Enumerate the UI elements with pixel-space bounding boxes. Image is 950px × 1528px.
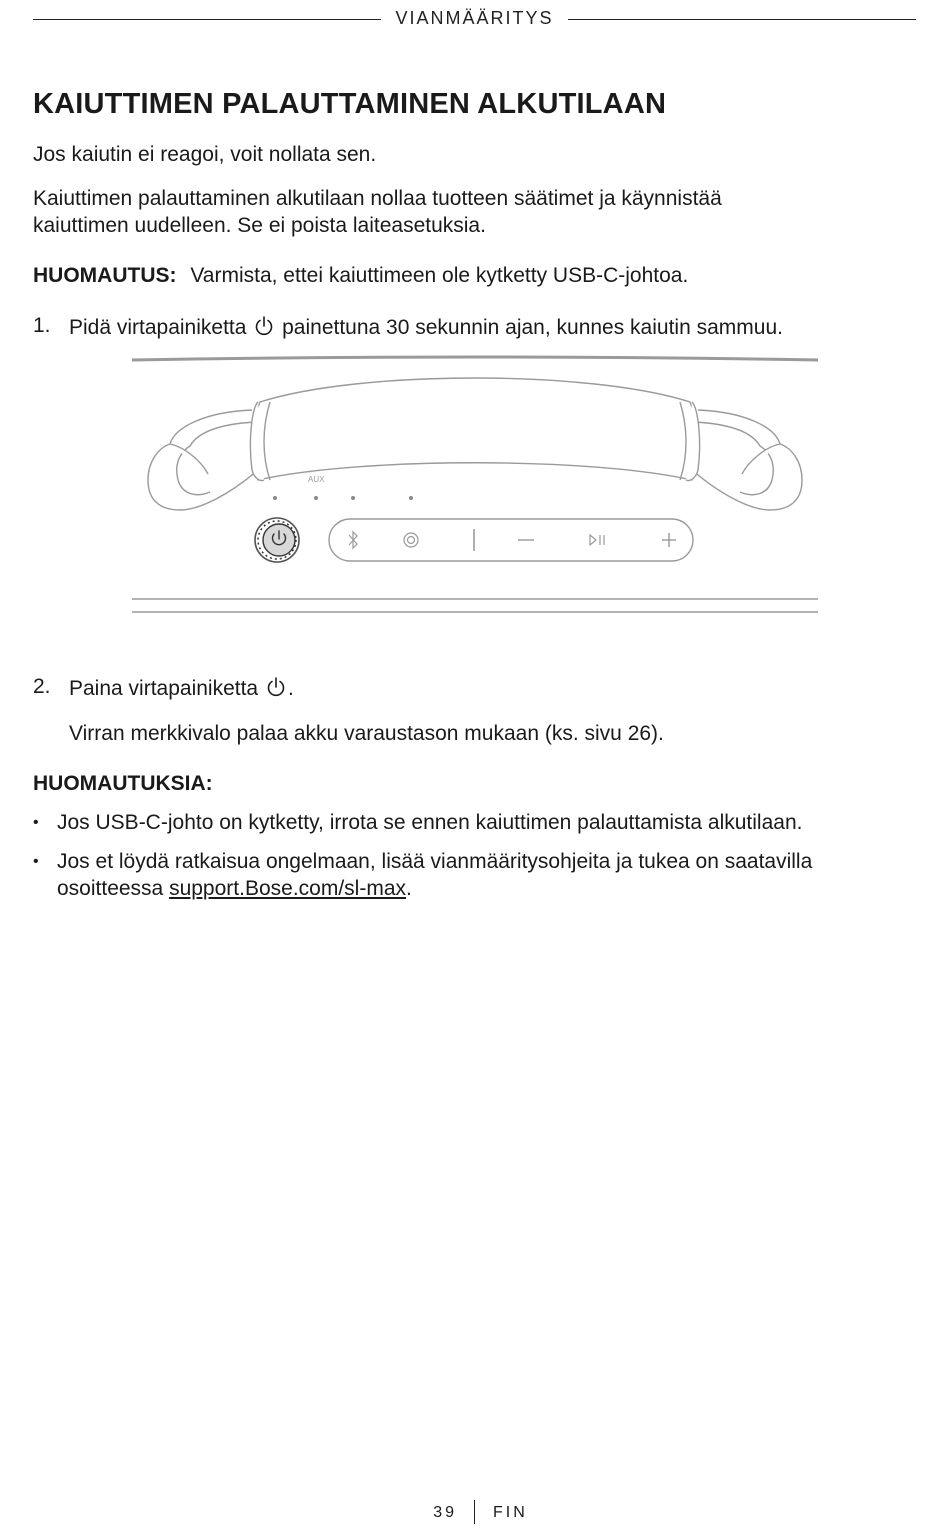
step-2-text-before: Paina virtapainiketta: [69, 677, 259, 700]
page-heading: KAIUTTIMEN PALAUTTAMINEN ALKUTILAAN: [33, 88, 667, 120]
bullet-text-suffix: .: [406, 877, 412, 900]
language-code: FIN: [493, 1504, 528, 1521]
speaker-illustration: [130, 352, 820, 617]
section-title: VIANMÄÄRITYS: [395, 8, 554, 28]
description-line-1: Kaiuttimen palauttaminen alkutilaan nollaa tuotteen säätimet ja käynnistää: [33, 187, 722, 210]
step-2-number: 2.: [33, 675, 51, 698]
description-line-2: kaiuttimen uudelleen. Se ei poista laiteasetuksia.: [33, 214, 486, 237]
indicator-light: [273, 496, 277, 500]
bullet-dot: •: [33, 814, 39, 831]
power-icon: [266, 676, 286, 698]
support-link[interactable]: support.Bose.com/sl-max: [169, 877, 406, 900]
indicator-lights: [273, 496, 413, 500]
bullet-text: [57, 848, 917, 902]
control-bar: [329, 519, 693, 561]
right-handle: [692, 410, 802, 510]
page-footer: [0, 1500, 950, 1528]
notes-heading: HUOMAUTUKSIA:: [33, 772, 213, 795]
note-text: Varmista, ettei kaiuttimeen ole kytketty USB-C-johtoa.: [190, 264, 689, 287]
step-2-text: [69, 675, 294, 702]
bullet-text-line-1: Jos et löydä ratkaisua ongelmaan, lisää vianmääritysohjeita ja tukea on saatavilla: [57, 850, 813, 873]
left-handle: [148, 410, 258, 510]
page-header: [33, 8, 916, 32]
intro-text: Jos kaiutin ei reagoi, voit nollata sen.: [33, 143, 377, 166]
speaker-body: [250, 378, 699, 481]
note-label: HUOMAUTUS:: [33, 264, 177, 287]
aux-label: AUX: [308, 475, 325, 484]
step-2-detail: Virran merkkivalo palaa akku varaustason mukaan (ks. sivu 26).: [69, 722, 664, 745]
step-2-text-after: .: [287, 677, 294, 700]
step-1-text: [69, 314, 783, 341]
note: [33, 262, 688, 289]
indicator-light: [314, 496, 318, 500]
indicator-light: [351, 496, 355, 500]
bullet-text: Jos USB-C-johto on kytketty, irrota se ennen kaiuttimen palauttamista alkutilaan.: [57, 811, 803, 834]
power-button: [255, 518, 299, 562]
footer-divider: [474, 1500, 475, 1524]
page-number: 39: [433, 1504, 457, 1521]
step-1-text-after: painettuna 30 sekunnin ajan, kunnes kaiutin sammuu.: [282, 316, 783, 339]
speaker-top-view: [130, 352, 820, 617]
bullet-dot: •: [33, 853, 39, 870]
indicator-light: [409, 496, 413, 500]
power-icon: [254, 315, 274, 337]
header-rule-right: [568, 19, 916, 20]
step-1-text-before: Pidä virtapainiketta: [69, 316, 247, 339]
bullet-text-prefix: osoitteessa: [57, 877, 164, 900]
step-1-number: 1.: [33, 314, 51, 337]
